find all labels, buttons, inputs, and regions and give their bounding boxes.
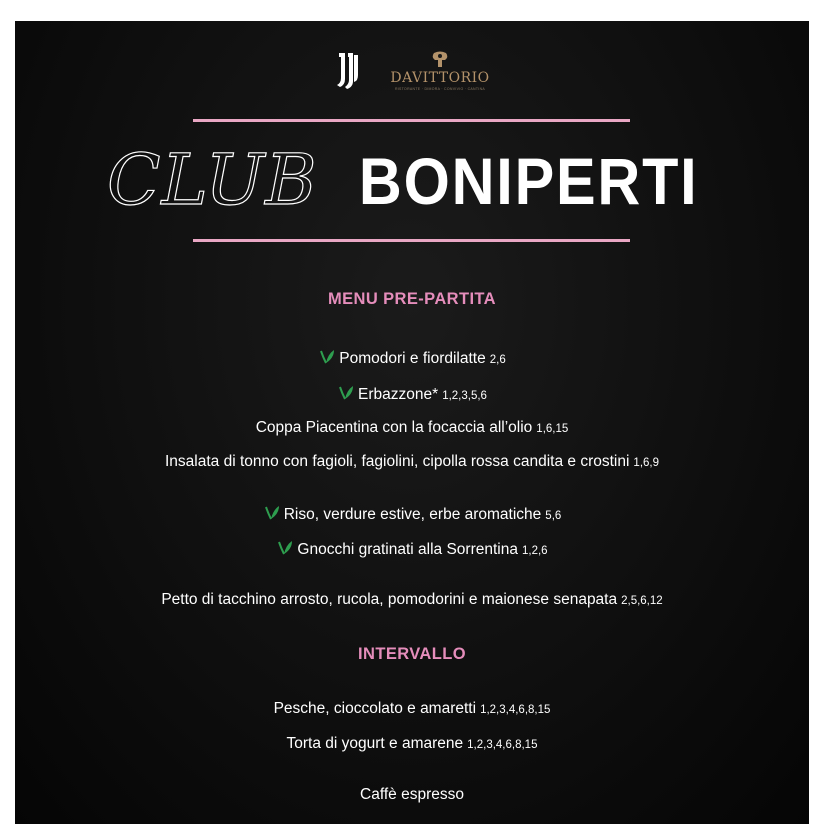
menu-item xyxy=(15,539,809,559)
menu-item-name: Caffè espresso xyxy=(360,786,464,803)
menu-item xyxy=(15,591,809,609)
menu-item xyxy=(15,735,809,753)
menu-item-name: Erbazzone* xyxy=(358,386,439,403)
page-title xyxy=(15,139,809,219)
menu-item-allergens: 1,6,9 xyxy=(633,457,659,469)
menu-item xyxy=(15,786,809,804)
menu-card xyxy=(15,21,809,824)
menu-item-name: Petto di tacchino arrosto, rucola, pomodorini e maionese senapata xyxy=(161,591,618,608)
vegetarian-leaf-icon xyxy=(263,504,281,522)
menu-item-allergens: 5,6 xyxy=(545,510,562,522)
menu-item-allergens: 1,6,15 xyxy=(536,423,569,435)
menu-item-name: Insalata di tonno con fagioli, fagiolini, cipolla rossa candita e crostini xyxy=(165,453,630,470)
title-rule-bottom xyxy=(193,239,630,242)
menu-item-allergens: 1,2,3,5,6 xyxy=(442,390,487,402)
menu-item-allergens: 1,2,3,4,6,8,15 xyxy=(467,739,538,751)
davittorio-logo xyxy=(387,51,493,95)
menu-item-name: Riso, verdure estive, erbe aromatiche xyxy=(283,506,542,523)
menu-item-name: Gnocchi gratinati alla Sorrentina xyxy=(297,541,518,558)
menu-item xyxy=(15,384,809,404)
menu-item-name: Coppa Piacentina con la focaccia all’olio xyxy=(255,419,533,436)
davittorio-name: DAVITTORIO xyxy=(390,70,490,86)
section-heading-intervallo: INTERVALLO xyxy=(358,645,466,663)
menu-item-name: Pesche, cioccolato e amaretti xyxy=(273,700,477,717)
title-boniperti: BONIPERTI xyxy=(358,144,699,218)
menu-item xyxy=(15,453,809,471)
title-rule-top xyxy=(193,119,630,122)
davittorio-mark-icon xyxy=(430,51,450,69)
vegetarian-leaf-icon xyxy=(276,539,294,557)
juventus-logo-icon xyxy=(333,51,363,91)
menu-item-allergens: 1,2,3,4,6,8,15 xyxy=(480,704,551,716)
menu-item xyxy=(15,700,809,718)
vegetarian-leaf-icon xyxy=(318,348,336,366)
menu-item-allergens: 2,5,6,12 xyxy=(621,595,663,607)
section-heading-pre-partita: MENU PRE-PARTITA xyxy=(327,290,497,308)
menu-item xyxy=(15,348,809,368)
davittorio-tagline: RISTORANTE · DIMORA · CONVIVIO · CANTINA xyxy=(394,87,486,91)
menu-item-name: Torta di yogurt e amarene xyxy=(286,735,464,752)
menu-item-allergens: 1,2,6 xyxy=(522,545,548,557)
menu-item-allergens: 2,6 xyxy=(489,354,506,366)
menu-item-name: Pomodori e fiordilatte xyxy=(339,350,486,367)
logo-bar xyxy=(15,51,809,93)
title-club: CLUB xyxy=(106,139,318,221)
menu-item xyxy=(15,504,809,524)
menu-item xyxy=(15,419,809,437)
vegetarian-leaf-icon xyxy=(337,384,355,402)
